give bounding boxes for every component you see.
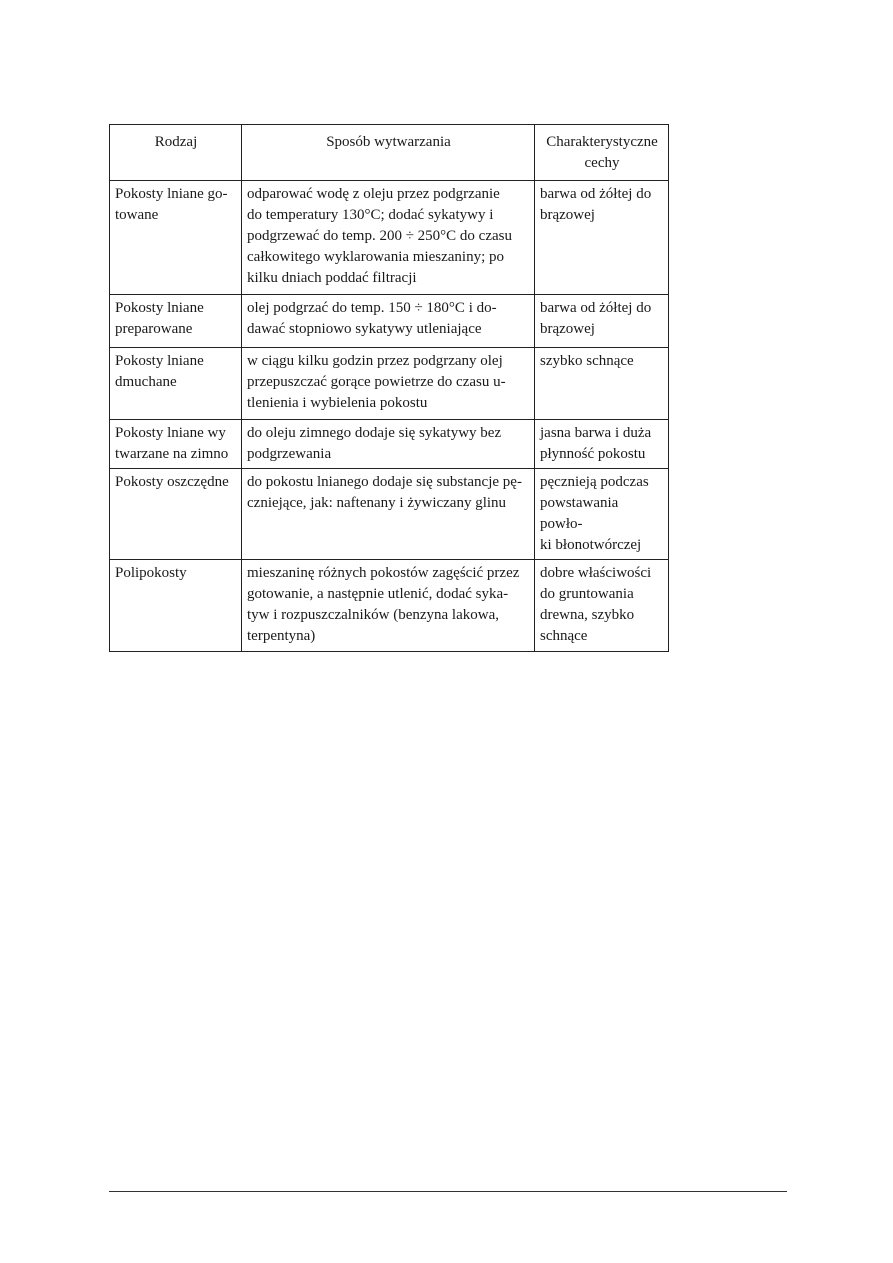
cell-features: szybko schnące [535, 348, 669, 420]
cell-kind: Pokosty lniane dmuchane [110, 348, 242, 420]
cell-kind: Pokosty lniane preparowane [110, 295, 242, 348]
cell-features: jasna barwa i duża płynność pokostu [535, 420, 669, 469]
cell-features: dobre właściwości do gruntowania drewna, szybko schnące [535, 560, 669, 652]
cell-features: pęcznieją podczas powstawania powło- ki błonotwórczej [535, 469, 669, 560]
cell-method: do pokostu lnianego dodaje się substancje pę- czniejące, jak: naftenany i żywiczany glinu [242, 469, 535, 560]
cell-method: mieszaninę różnych pokostów zagęścić przez gotowanie, a następnie utlenić, dodać syka- tyw i rozpuszczalników (benzyna lakowa, terpentyna) [242, 560, 535, 652]
cell-method: do oleju zimnego dodaje się sykatywy bez podgrzewania [242, 420, 535, 469]
cell-method: odparować wodę z oleju przez podgrzanie do temperatury 130°C; dodać sykatywy i podgrzewać do temp. 200 ÷ 250°C do czasu całkowitego wyklarowania mieszaniny; po kilku dniach poddać filtracji [242, 181, 535, 295]
table-row [110, 181, 669, 295]
table-row [110, 348, 669, 420]
table-row [110, 295, 669, 348]
cell-kind: Pokosty lniane go- towane [110, 181, 242, 295]
footer-divider [109, 1191, 787, 1192]
cell-method: olej podgrzać do temp. 150 ÷ 180°C i do- dawać stopniowo sykatywy utleniające [242, 295, 535, 348]
table-row [110, 560, 669, 652]
cell-features: barwa od żółtej do brązowej [535, 295, 669, 348]
table-row [110, 469, 669, 560]
cell-kind: Polipokosty [110, 560, 242, 652]
header-method: Sposób wytwarzania [242, 125, 535, 181]
header-features: Charakterystyczne cechy [535, 125, 669, 181]
header-kind: Rodzaj [110, 125, 242, 181]
cell-method: w ciągu kilku godzin przez podgrzany olej przepuszczać gorące powietrze do czasu u- tlenienia i wybielenia pokostu [242, 348, 535, 420]
cell-kind: Pokosty lniane wy twarzane na zimno [110, 420, 242, 469]
table-row [110, 420, 669, 469]
cell-kind: Pokosty oszczędne [110, 469, 242, 560]
table-header-row [110, 125, 669, 181]
cell-features: barwa od żółtej do brązowej [535, 181, 669, 295]
varnish-types-table [109, 124, 669, 652]
